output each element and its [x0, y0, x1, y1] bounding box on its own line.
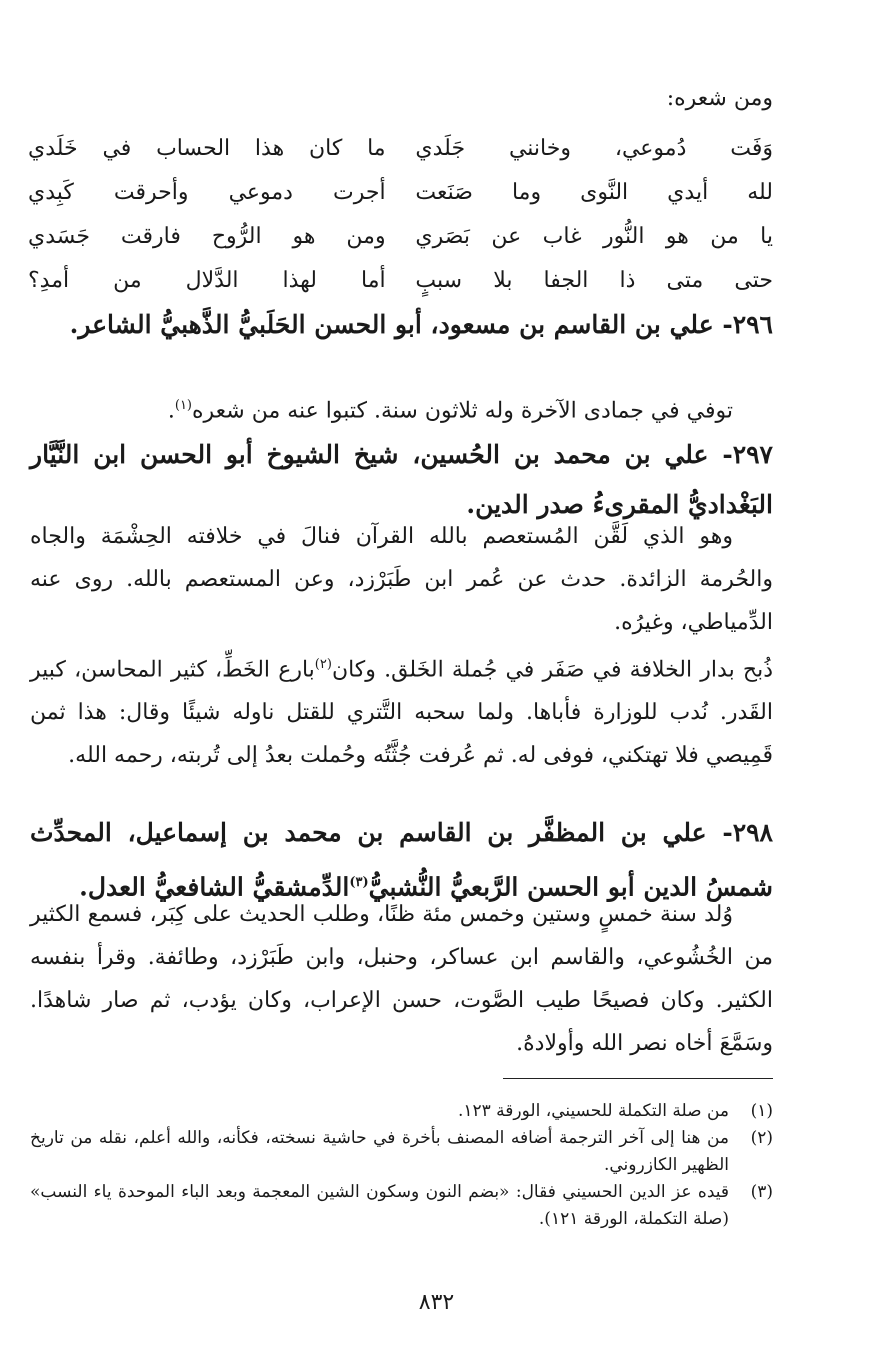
- verse-first-hemistich: وَفَت دُموعي، وخانني جَلَدي: [415, 135, 773, 161]
- footnote-text: من صلة التكملة للحسيني، الورقة ١٢٣.: [457, 1101, 729, 1121]
- entry-296-text: توفي في جمادى الآخرة وله ثلاثون سنة. كتبوا عنه من شعره: [192, 398, 733, 424]
- verse-line: [28, 170, 773, 214]
- page-number: ٨٣٢: [418, 1290, 455, 1315]
- footnote-divider: [503, 1078, 773, 1079]
- verse-first-hemistich: حتى متى ذا الجفا بلا سببٍ: [415, 267, 773, 293]
- verse-second-hemistich: أجرت دموعي وأحرقت كَبِدي: [28, 179, 386, 205]
- verse-line: [28, 258, 773, 302]
- verse-line: [28, 126, 773, 170]
- verse-first-hemistich: لله أيدي النَّوى وما صَنَعت: [415, 179, 773, 205]
- verse-second-hemistich: ما كان هذا الحساب في خَلَدي: [28, 135, 386, 161]
- footnote-text: قيده عز الدين الحسيني فقال: «بضم النون وسكون الشين المعجمة وبعد الباء الموحدة ياء النسب» (صلة التكملة، الورقة ١٢١).: [30, 1182, 729, 1229]
- verse-first-hemistich: يا من هو النُّور غاب عن بَصَري: [415, 223, 773, 249]
- verse-line: [28, 214, 773, 258]
- footnote-text: من هنا إلى آخر الترجمة أضافه المصنف بأخرة في حاشية نسخته، فكأنه، والله أعلم، نقله من تاريخ الظهير الكازروني.: [30, 1128, 729, 1175]
- entry-298-paragraph: وُلد سنة خمسٍ وستين وخمس مئة ظنًا، وطلب الحديث على كِبَر، فسمع الكثير من الخُشُوعي، والقاسم ابن عساكر، وحنبل، وابن طَبَرْزد، وطائفة. وقرأ بنفسه الكثير. وكان فصيحًا طيب الصَّوت، حسن الإعراب، وكان يؤدب، ثم صار شاهدًا. وسَمَّعَ أخاه نصر الله وأولادهُ.: [30, 902, 773, 1056]
- footnote-ref-1: (١): [174, 398, 192, 413]
- entry-297-text-a: ذُبح بدار الخلافة في صَفَر في جُملة الخَلق. وكان: [331, 657, 773, 683]
- verse-second-hemistich: أما لهذا الدَّلال من أمدِ؟: [28, 267, 386, 293]
- footnote-ref-3: (٣): [349, 875, 369, 890]
- entry-297-heading: ٢٩٧- علي بن محمد بن الحُسين، شيخ الشيوخ أبو الحسن ابن النَّيَّار البَغْداديُّ المقرىءُ صدر الدين.: [30, 440, 773, 519]
- entry-297-paragraph-2: [30, 643, 773, 777]
- poem-intro: ومن شعره:: [666, 86, 773, 111]
- footnotes: [30, 1098, 773, 1233]
- entry-296-end: .: [167, 398, 175, 424]
- footnote: [30, 1098, 773, 1125]
- footnote: [30, 1179, 773, 1233]
- footnote-ref-2: (٢): [314, 657, 332, 672]
- poem: [28, 126, 773, 302]
- entry-298-heading-b: الدِّمشقيُّ الشافعيُّ العدل.: [79, 872, 350, 902]
- footnote-number: (١): [750, 1101, 773, 1121]
- entry-296-body: [30, 384, 773, 432]
- footnote-number: (٢): [750, 1128, 773, 1148]
- footnote-number: (٣): [750, 1182, 773, 1202]
- footnote: [30, 1125, 773, 1179]
- entry-298-heading-a: ٢٩٨- علي بن المظفَّر بن القاسم بن محمد بن إسماعيل، المحدِّث شمسُ الدين أبو الحسن الرَّبعيُّ النُّشبيُّ: [30, 818, 773, 902]
- entry-296-heading: ٢٩٦- علي بن القاسم بن مسعود، أبو الحسن الحَلَبيُّ الذَّهبيُّ الشاعر.: [69, 310, 773, 339]
- entry-297-paragraph-1: وهو الذي لَقَّن المُستعصم بالله القرآن فنالَ في خلافته الحِشْمَة والجاه والحُرمة الزائدة. حدث عن عُمر ابن طَبَرْزد، وعن المستعصم بالله. روى عنه الدِّمياطي، وغيرُه.: [30, 524, 773, 635]
- entry-297-text-b: بارع الخَطِّ، كثير المحاسن، كبير القَدر. نُدب للوزارة فأباها. ولما سحبه التَّتري للقتل ناوله شيئًا وقال: هذا ثمن قَمِيصي فلا تهتكني، فوفى له. ثم عُرفت جُثَّتُه وحُملت بعدُ إلى تُربته، رحمه الله.: [30, 657, 773, 769]
- verse-second-hemistich: ومن هو الرُّوح فارقت جَسَدي: [28, 223, 386, 249]
